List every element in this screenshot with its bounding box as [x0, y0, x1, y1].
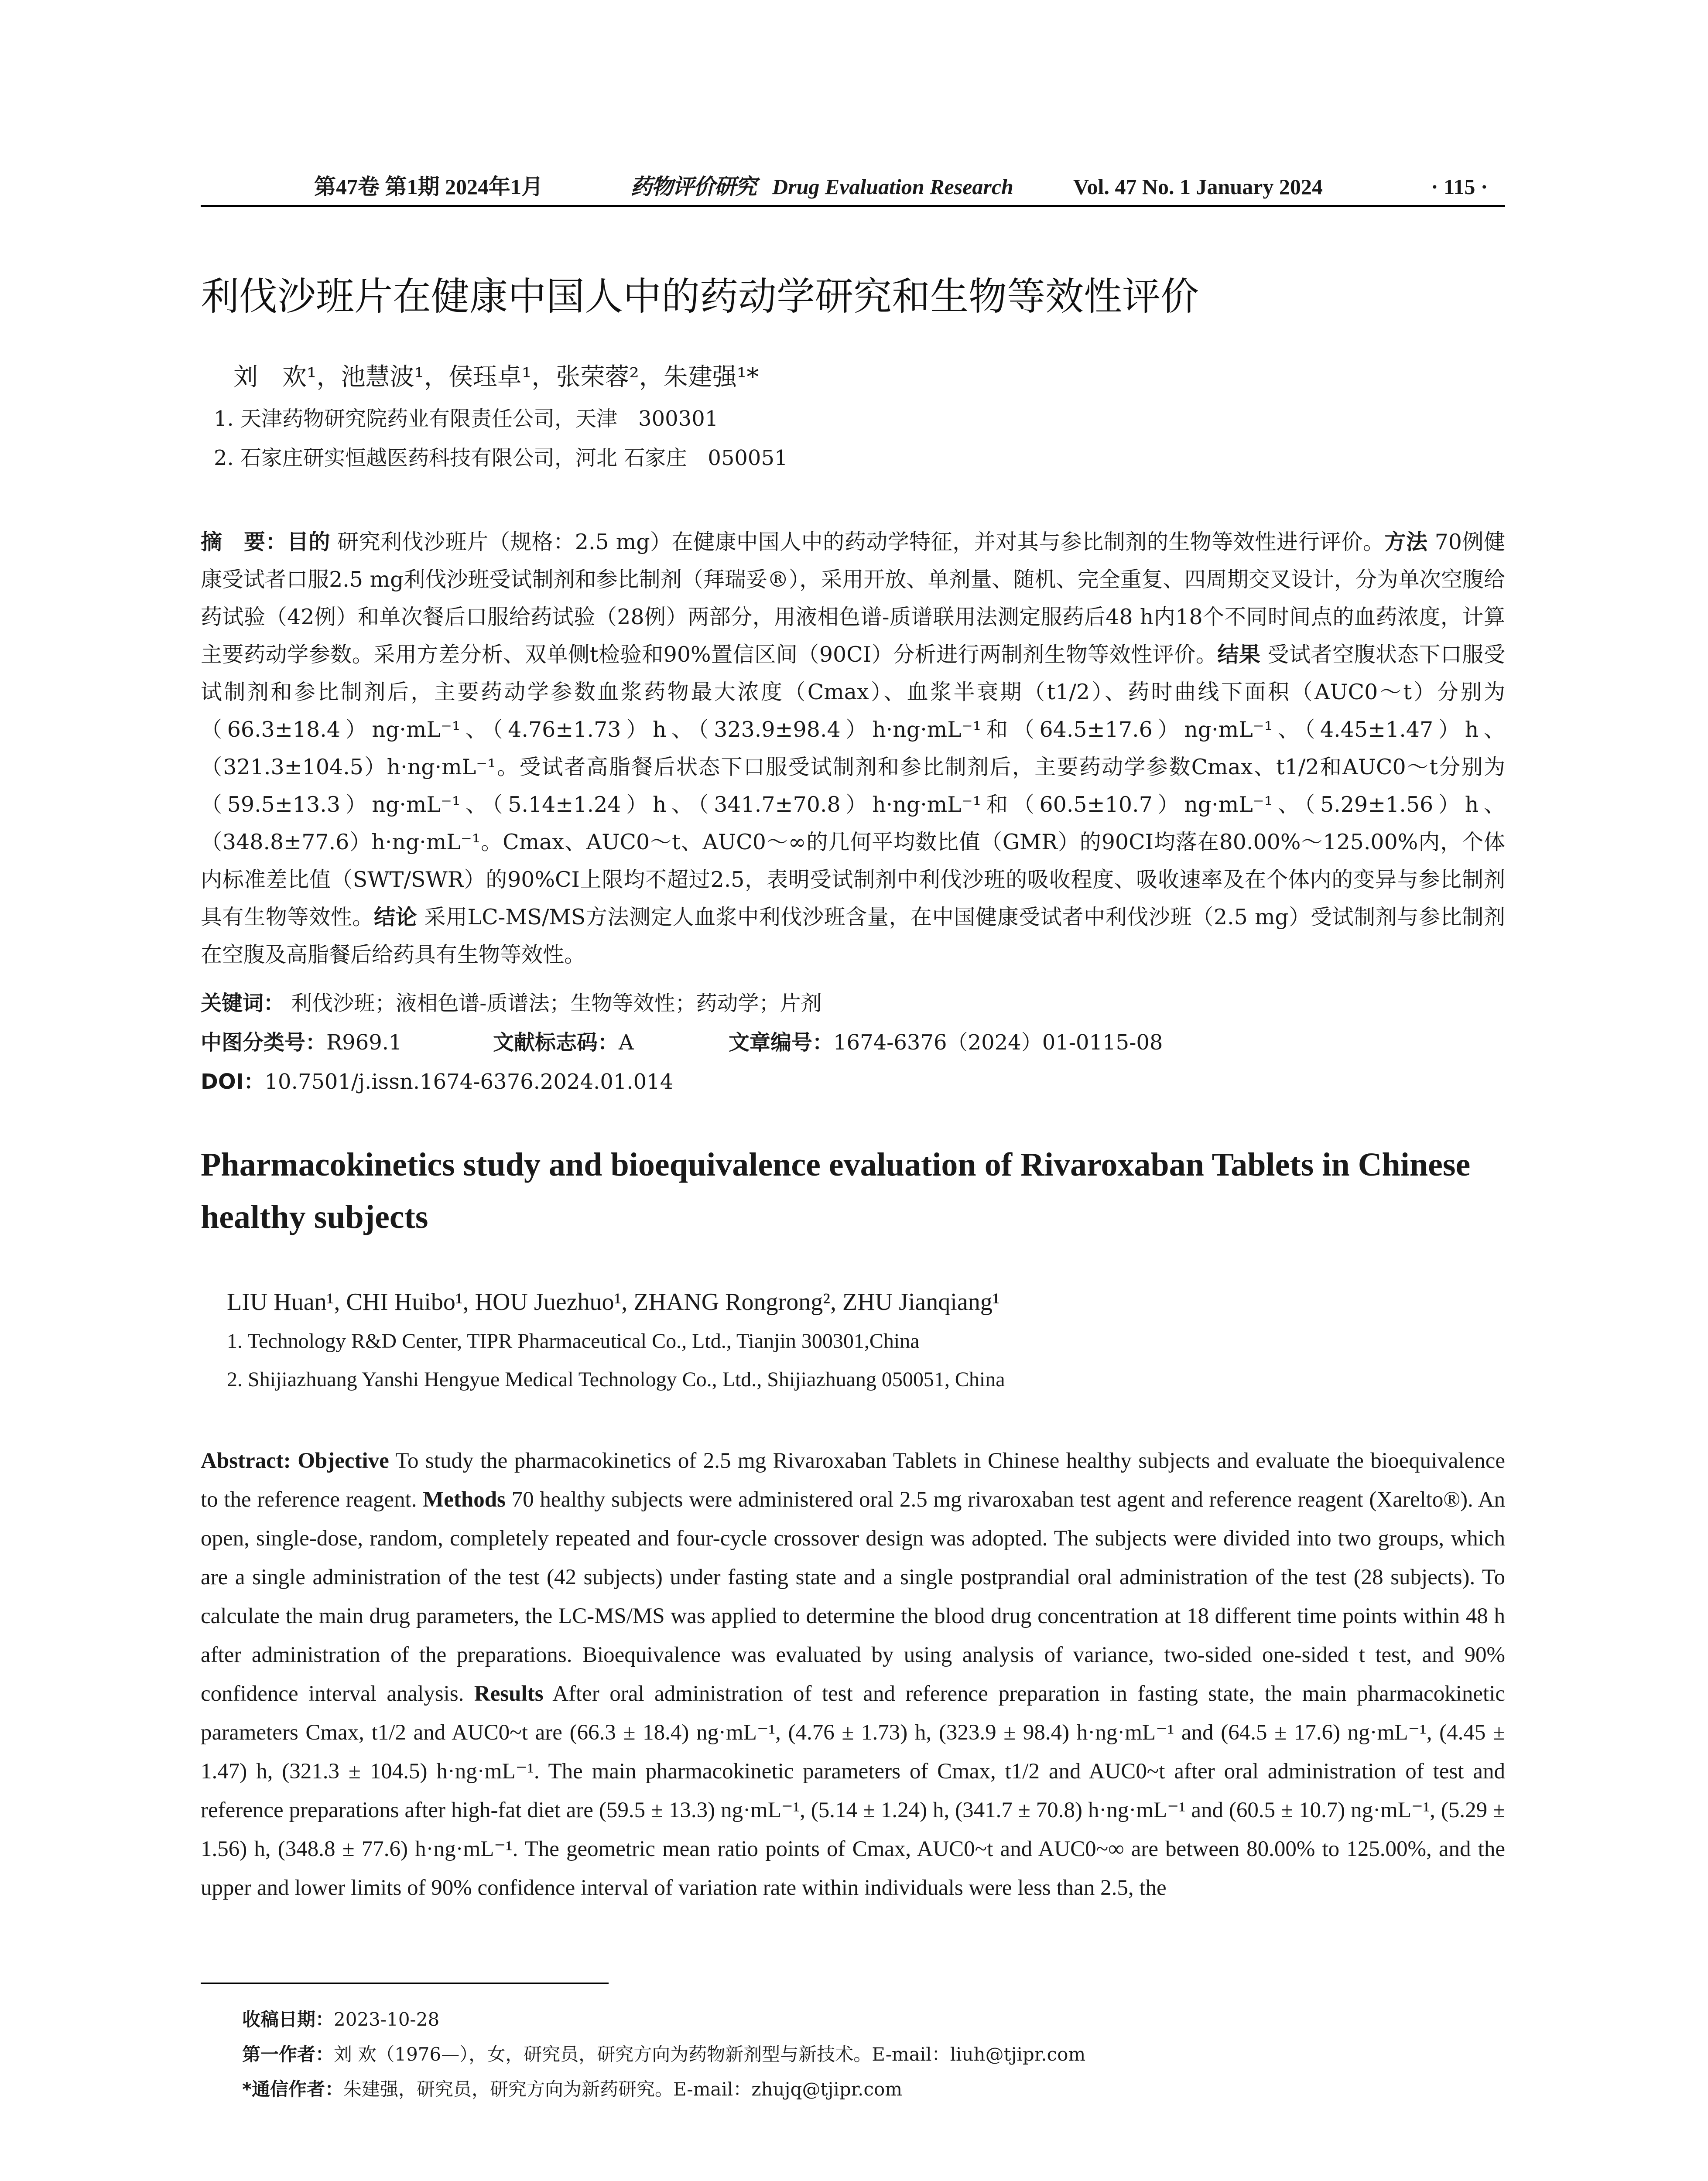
footnote-rule — [201, 1983, 609, 1984]
article-number-label: 文章编号： — [729, 1030, 834, 1055]
results-en: After oral administration of test and reference preparation in fasting state, the main pharmacokinetic parameters Cmax, t1/2 and AUC0~t are (66.3 ± 18.4) ng·mL⁻¹, (4.76 ± 1.73) h, (323.9 ± 98.4) h·ng·mL⁻¹ and (64.5 ± 17.6) ng·mL⁻¹, (4.45 ± 1.47) h, (321.3 ± 104.5) h·ng·mL⁻¹. The main pharmacokinetic parameters of Cmax, t1/2 and AUC0~t after oral administration of test and reference preparations after high-fat diet are (59.5 ± 13.3) ng·mL⁻¹, (5.14 ± 1.24) h, (341.7 ± 70.8) h·ng·mL⁻¹ and (60.5 ± 10.7) ng·mL⁻¹, (5.29 ± 1.56) h, (348.8 ± 77.6) h·ng·mL⁻¹. The geometric mean ratio points of Cmax, AUC0~t and AUC0~∞ are between 80.00% to 125.00%, and the upper and lower limits of 90% confidence interval of variation rate within individuals were less than 2.5, the — [201, 1682, 1506, 1900]
doi-label: DOI： — [201, 1070, 265, 1094]
corresponding-info: 朱建强，研究员，研究方向为新药研究。E-mail：zhujq@tjipr.com — [343, 2078, 903, 2100]
title-en: Pharmacokinetics study and bioequivalence evaluation of Rivaroxaban Tablets in Chinese healthy subjects — [201, 1146, 1471, 1235]
header-page-number: · 115 · — [1431, 174, 1488, 199]
results-label-en: Results — [474, 1682, 544, 1706]
doi-line — [201, 1064, 673, 1099]
abstract-en — [201, 1442, 1505, 1908]
footnote-corresponding — [242, 2076, 902, 2102]
first-author-label: 第一作者： — [242, 2044, 334, 2065]
footnote-first-author — [242, 2041, 1085, 2068]
received-date: 2023-10-28 — [334, 2009, 440, 2030]
doc-code-label: 文献标志码： — [493, 1030, 619, 1055]
classification-line — [201, 1025, 1505, 1060]
results-cn: 受试者空腹状态下口服受试制剂和参比制剂后，主要药动学参数血浆药物最大浓度（Cmax）、血浆半衰期（t1/2）、药时曲线下面积（AUC0～t）分别为（66.3±18.4）ng·mL⁻¹、（4.76±1.73）h、（323.9±98.4）h·ng·mL⁻¹和（64.5±17.6）ng·mL⁻¹、（4.45±1.47）h、（321.3±104.5）h·ng·mL⁻¹。受试者高脂餐后状态下口服受试制剂和参比制剂后，主要药动学参数Cmax、t1/2和AUC0～t分别为（59.5±13.3）ng·mL⁻¹、（5.14±1.24）h、（341.7±70.8）h·ng·mL⁻¹和（60.5±10.7）ng·mL⁻¹、（5.29±1.56）h、（348.8±77.6）h·ng·mL⁻¹。Cmax、AUC0～t、AUC0～∞的几何平均数比值（GMR）的90CI均落在80.00%～125.00%内，个体内标准差比值（SWT/SWR）的90%CI上限均不超过2.5，表明受试制剂中利伐沙班的吸收程度、吸收速率及在个体内的变异与参比制剂具有生物等效性。 — [201, 642, 1505, 930]
abstract-en-label: Abstract: — [201, 1449, 291, 1473]
methods-label-en: Methods — [423, 1487, 506, 1512]
journal-logo: 药物评价研究 — [630, 174, 756, 199]
affiliation-en-1: 1. Technology R&D Center, TIPR Pharmaceutical Co., Ltd., Tianjin 300301,China — [227, 1330, 920, 1353]
methods-cn: 70例健康受试者口服2.5 mg利伐沙班受试制剂和参比制剂（拜瑞妥®），采用开放、单剂量、随机、完全重复、四周期交叉设计，分为单次空腹给药试验（42例）和单次餐后口服给药试验（28例）两部分，用液相色谱-质谱联用法测定服药后48 h内18个不同时间点的血药浓度，计算主要药动学参数。采用方差分析、双单侧t检验和90%置信区间（90CI）分析进行两制剂生物等效性评价。 — [201, 530, 1505, 667]
objective-en: To study the pharmacokinetics of 2.5 mg Rivaroxaban Tablets in Chinese healthy subjects and evaluate the bioequivalence to the reference reagent. — [201, 1449, 1505, 1512]
conclusion-cn: 采用LC-MS/MS方法测定人血浆中利伐沙班含量，在中国健康受试者中利伐沙班（2.5 mg）受试制剂与参比制剂在空腹及高脂餐后给药具有生物等效性。 — [201, 905, 1505, 967]
affiliation-cn-2: 2. 石家庄研实恒越医药科技有限公司，河北 石家庄 050051 — [214, 446, 788, 470]
authors-en: LIU Huan¹, CHI Huibo¹, HOU Juezhuo¹, ZHANG Rongrong², ZHU Jianqiang¹ — [227, 1289, 1000, 1316]
doi-link[interactable]: 10.7501/j.issn.1674-6376.2024.01.014 — [264, 1070, 674, 1094]
keywords-value: 利伐沙班；液相色谱-质谱法；生物等效性；药动学；片剂 — [291, 991, 822, 1015]
objective-label-en: Objective — [298, 1449, 389, 1473]
objective-label-cn: 目的 — [287, 530, 331, 554]
doc-code-value: A — [619, 1030, 634, 1055]
header-volume-cn: 第47卷 第1期 2024年1月 — [314, 174, 543, 199]
running-header — [201, 167, 1505, 206]
methods-en: 70 healthy subjects were administered oral 2.5 mg rivaroxaban test agent and reference reagent (Xarelto®). An open, single-dose, random, completely repeated and four-cycle crossover design was adopted. The subjects were divided into two groups, which are a single administration of the test (42 subjects) under fasting state and a single postprandial oral administration of the test (28 subjects). To calculate the main drug parameters, the LC-MS/MS was applied to determine the blood drug concentration at 18 different time points within 48 h after administration of the preparations. Bioequivalence was evaluated by using analysis of variance, two-sided one-sided t test, and 90% confidence interval analysis. — [201, 1487, 1506, 1706]
authors-cn: 刘 欢¹，池慧波¹，侯珏卓¹，张荣蓉²，朱建强¹* — [233, 363, 759, 391]
abstract-cn — [201, 523, 1505, 974]
affiliation-en-2: 2. Shijiazhuang Yanshi Hengyue Medical Technology Co., Ltd., Shijiazhuang 050051, China — [227, 1368, 1005, 1391]
abstract-cn-label: 摘 要： — [201, 530, 288, 554]
clc-value: R969.1 — [326, 1030, 402, 1055]
clc-label: 中图分类号： — [201, 1030, 327, 1055]
objective-cn: 研究利伐沙班片（规格：2.5 mg）在健康中国人中的药动学特征，并对其与参比制剂的生物等效性进行评价。 — [337, 530, 1385, 554]
header-rule — [201, 205, 1505, 207]
keywords-label: 关键词： — [201, 991, 285, 1015]
affiliation-cn-1: 1. 天津药物研究院药业有限责任公司，天津 300301 — [214, 407, 719, 431]
header-journal-en: Drug Evaluation Research — [772, 174, 1013, 199]
corresponding-label: *通信作者： — [242, 2078, 343, 2100]
conclusion-label-cn: 结论 — [373, 905, 418, 930]
header-volume-en: Vol. 47 No. 1 January 2024 — [1073, 174, 1323, 199]
methods-label-cn: 方法 — [1384, 530, 1428, 554]
received-label: 收稿日期： — [242, 2009, 334, 2030]
results-label-cn: 结果 — [1217, 642, 1261, 667]
article-number-value: 1674-6376（2024）01-0115-08 — [833, 1030, 1163, 1055]
footnote-received — [242, 2007, 439, 2033]
title-cn: 利伐沙班片在健康中国人中的药动学研究和生物等效性评价 — [201, 274, 1199, 319]
first-author-info: 刘 欢（1976—），女，研究员，研究方向为药物新剂型与新技术。E-mail：liuh@tjipr.com — [334, 2044, 1086, 2065]
keywords-cn — [201, 986, 822, 1021]
